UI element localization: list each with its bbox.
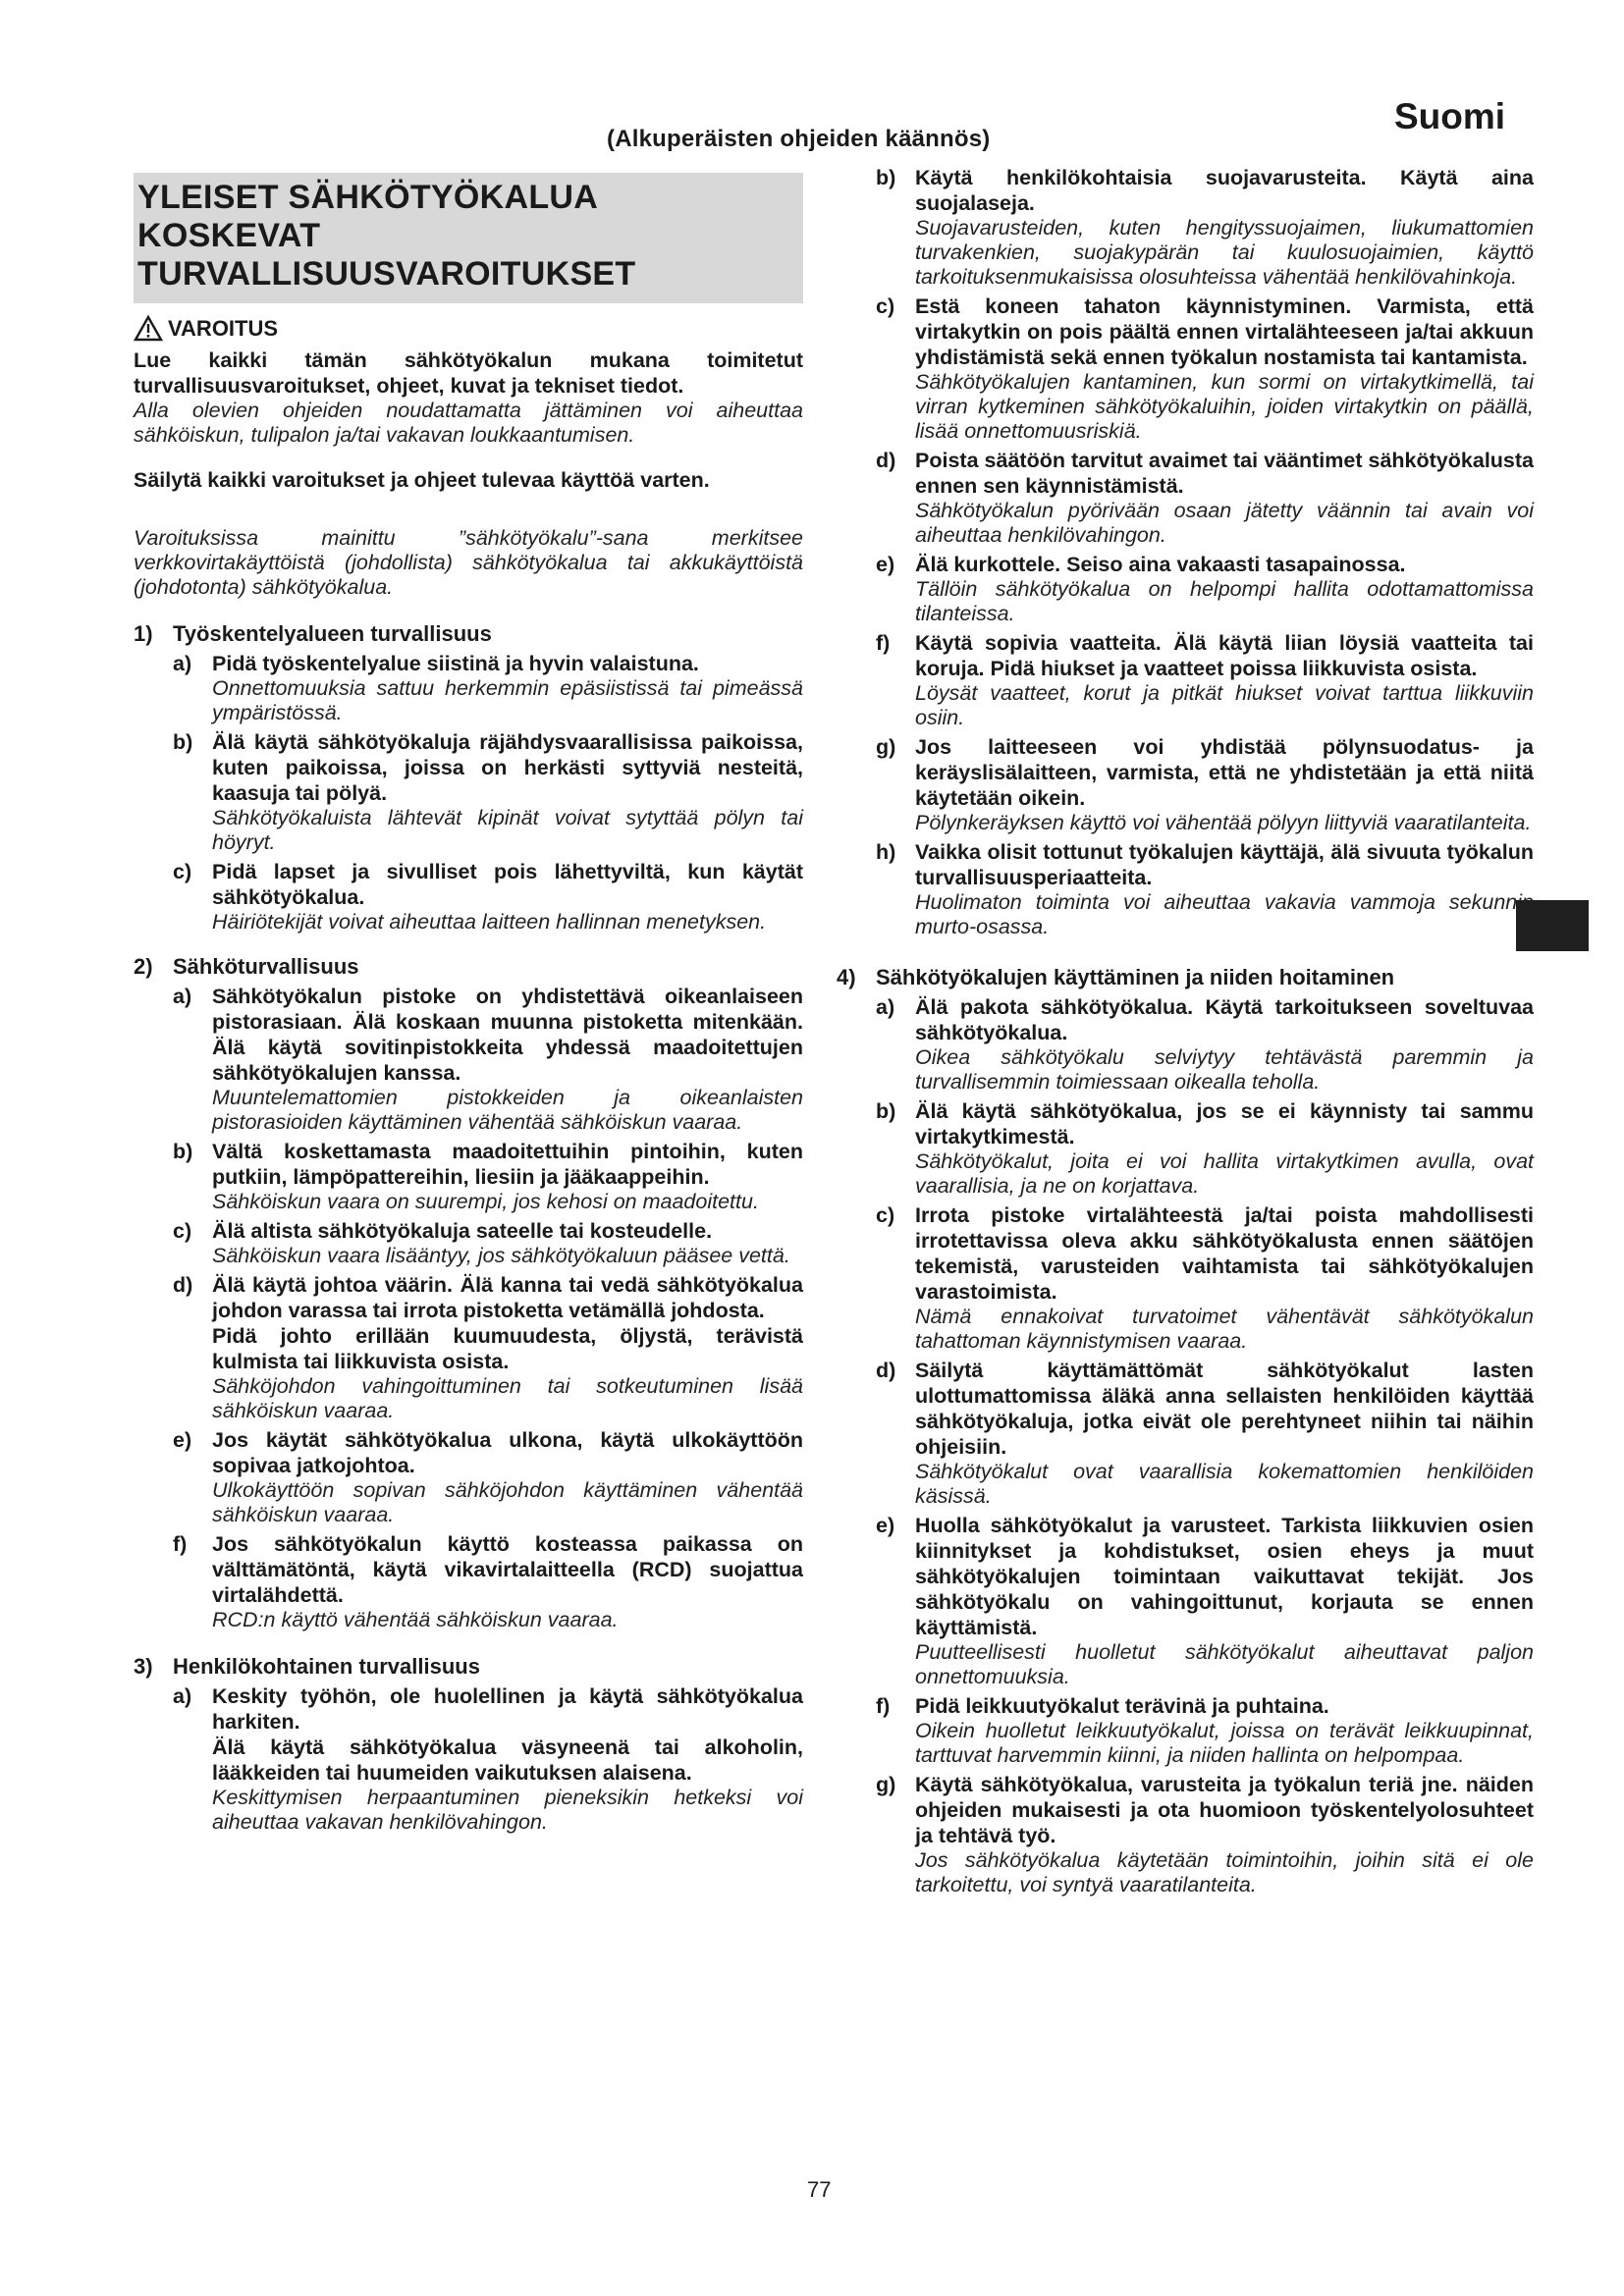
item-label: g) [876, 735, 896, 759]
item-label: d) [876, 1359, 896, 1382]
item-label: a) [173, 1684, 192, 1708]
warning-triangle-icon [134, 315, 163, 342]
item-label: b) [173, 730, 193, 754]
list-item [173, 1531, 803, 1632]
section-title [134, 621, 803, 647]
item-label: e) [876, 553, 895, 576]
item-bold: Vältä koskettamasta maadoitettuihin pintoihin, kuten putkiin, lämpöpattereihin, liesiin ja jääkaappeihin. [212, 1140, 803, 1189]
heading-line: KOSKEVAT [137, 217, 321, 254]
list-item [876, 1513, 1534, 1689]
list-item [173, 1272, 803, 1423]
item-bold: Sähkötyökalun pistoke on yhdistettävä oikeanlaiseen pistorasiaan. Älä koskaan muunna pistoketta mitenkään. Älä käytä sovitinpistokkeita yhdessä maadoitettujen sähkötyökalujen kanssa. [212, 985, 803, 1085]
intro-definition: Varoituksissa mainittu ”sähkötyökalu”-sana merkitsee verkkovirtakäyttöistä (johdollista) sähkötyökalua tai akkukäyttöistä (johdotonta) sähkötyökalua. [134, 526, 803, 599]
item-italic: Sähköiskun vaara lisääntyy, jos sähkötyökaluun pääsee vettä. [212, 1244, 790, 1267]
list-item [876, 1202, 1534, 1354]
section-number: 2) [134, 954, 153, 979]
section-number: 3) [134, 1654, 153, 1679]
item-label: h) [876, 840, 896, 864]
item-label: f) [876, 1694, 891, 1718]
item-bold: Jos sähkötyökalun käyttö kosteassa paikassa on välttämätöntä, käytä vikavirtalaitteella (RCD) suojattua virtalähdettä. [212, 1532, 803, 1607]
item-bold: Älä käytä sähkötyökaluja räjähdysvaarallisissa paikoissa, kuten paikoissa, joissa on herkästi syttyviä nesteitä, kaasuja tai pölyä. [212, 730, 803, 805]
item-label: d) [876, 449, 896, 472]
page-number: 77 [807, 2177, 832, 2202]
item-bold: Poista säätöön tarvitut avaimet tai vääntimet sähkötyökalusta ennen sen käynnistämistä. [915, 449, 1534, 498]
list-item [173, 984, 803, 1135]
item-italic: Häiriötekijät voivat aiheuttaa laitteen hallinnan menetyksen. [212, 910, 767, 934]
item-bold: Älä pakota sähkötyökalua. Käytä tarkoitukseen soveltuvaa sähkötyökalua. [915, 995, 1534, 1044]
list-item [876, 165, 1534, 290]
list-item [876, 1098, 1534, 1199]
item-bold: Älä käytä johtoa väärin. Älä kanna tai vedä sähkötyökalua johdon varassa tai irrota pistoketta vetämällä johdosta. [212, 1273, 803, 1322]
item-italic: Sähkötyökalut, joita ei voi hallita virtakytkimen avulla, ovat vaarallisia, ja ne on korjattava. [915, 1149, 1534, 1198]
item-italic: Sähkötyökalujen kantaminen, kun sormi on virtakytkimellä, tai virran kytkeminen sähkötyökaluihin, joiden virtakytkin on päällä, lisää onnettomuusriskiä. [915, 370, 1534, 443]
item-label: c) [876, 1203, 895, 1227]
page-subtitle: (Alkuperäisten ohjeiden käännös) [607, 126, 991, 152]
list-item [173, 1683, 803, 1835]
list-item [173, 859, 803, 934]
item-italic: Sähkötyökalun pyörivään osaan jätetty väännin tai avain voi aiheuttaa henkilövahingon. [915, 499, 1534, 547]
section-title [134, 954, 803, 980]
safety-heading [134, 173, 803, 303]
section-title-text: Sähkötyökalujen käyttäminen ja niiden hoitaminen [876, 965, 1395, 989]
item-italic: Sähkötyökaluista lähtevät kipinät voivat sytyttää pölyn tai höyryt. [212, 806, 803, 854]
item-label: a) [876, 995, 895, 1019]
section-title-text: Henkilökohtainen turvallisuus [173, 1654, 480, 1679]
section-number: 4) [837, 965, 856, 989]
list-item [876, 630, 1534, 730]
item-italic: Pölynkeräyksen käyttö voi vähentää pölyyn liittyviä vaaratilanteita. [915, 811, 1532, 834]
item-italic: Keskittymisen herpaantuminen pieneksikin hetkeksi voi aiheuttaa vakavan henkilövahingon. [212, 1786, 803, 1834]
item-label: b) [876, 166, 896, 189]
intro-keep: Säilytä kaikki varoitukset ja ohjeet tulevaa käyttöä varten. [134, 468, 710, 492]
item-label: a) [173, 652, 192, 675]
item-label: f) [876, 631, 891, 655]
language-label: Suomi [1394, 96, 1506, 136]
item-italic: Onnettomuuksia sattuu herkemmin epäsiistissä tai pimeässä ympäristössä. [212, 676, 803, 724]
item-bold: Käytä sähkötyökalua, varusteita ja työkalun teriä jne. näiden ohjeiden mukaisesti ja ota huomioon työskentelyolosuhteet ja tehtävä työ. [915, 1773, 1534, 1847]
item-label: e) [876, 1514, 895, 1537]
item-label: a) [173, 985, 192, 1008]
list-item [876, 1693, 1534, 1768]
item-italic: Sähköjohdon vahingoittuminen tai sotkeutuminen lisää sähköiskun vaaraa. [212, 1374, 803, 1422]
list-item [173, 651, 803, 725]
item-bold: Vaikka olisit tottunut työkalujen käyttäjä, älä sivuuta työkalun turvallisuusperiaatteita. [915, 840, 1534, 889]
item-label: b) [173, 1140, 193, 1163]
item-bold: Pidä työskentelyalue siistinä ja hyvin valaistuna. [212, 652, 699, 675]
item-bold: Pidä leikkuutyökalut terävinä ja puhtaina. [915, 1694, 1329, 1718]
right-column [837, 165, 1534, 1897]
list-item [876, 994, 1534, 1095]
item-bold: Estä koneen tahaton käynnistyminen. Varmista, että virtakytkin on pois päältä ennen virtalähteeseen ja/tai akkuun yhdistämistä sekä ennen työkalun nostamista tai kantamista. [915, 294, 1534, 369]
warning-heading [134, 315, 803, 342]
item-italic: Muuntelemattomien pistokkeiden ja oikeanlaisten pistorasioiden käyttäminen vähentää sähköiskun vaaraa. [212, 1086, 803, 1134]
item-bold: Käytä henkilökohtaisia suojavarusteita. Käytä aina suojalaseja. [915, 166, 1534, 215]
item-italic: Suojavarusteiden, kuten hengityssuojaimen, liukumattomien turvakenkien, suojakypärän tai kuulosuojaimien, käyttö tarkoituksenmukaisissa olosuhteissa vähentää henkilövahinkoja. [915, 216, 1534, 289]
item-label: c) [173, 1219, 192, 1243]
item-bold: Pidä lapset ja sivulliset pois lähettyviltä, kun käytät sähkötyökalua. [212, 860, 803, 909]
item-bold: Älä kurkottele. Seiso aina vakaasti tasapainossa. [915, 553, 1406, 576]
item-bold-2: Pidä johto erillään kuumuudesta, öljystä, terävistä kulmista tai liikkuvista osista. [212, 1324, 803, 1373]
list-item [173, 1218, 803, 1268]
item-italic: Sähköiskun vaara on suurempi, jos kehosi on maadoitettu. [212, 1190, 759, 1213]
list-item [876, 1358, 1534, 1509]
item-label: d) [173, 1273, 193, 1297]
list-item [173, 1427, 803, 1527]
item-bold: Jos laitteeseen voi yhdistää pölynsuodatus- ja keräyslisälaitteen, varmista, että ne yhdistetään ja että niitä käytetään oikein. [915, 735, 1534, 810]
list-item [876, 448, 1534, 548]
list-item [876, 294, 1534, 444]
item-bold: Säilytä käyttämättömät sähkötyökalut lasten ulottumattomissa äläkä anna sellaisten henkilöiden käyttää sähkötyökaluja, jotka eivät ole perehtyneet niihin tai näihin ohjeisiin. [915, 1359, 1534, 1459]
list-item [876, 1772, 1534, 1897]
intro-bold: Lue kaikki tämän sähkötyökalun mukana toimitetut turvallisuusvaroitukset, ohjeet, kuvat ja tekniset tiedot. [134, 348, 803, 398]
list-item [173, 1139, 803, 1214]
item-italic: Tällöin sähkötyökalua on helpompi hallita odottamattomissa tilanteissa. [915, 577, 1534, 625]
item-italic: RCD:n käyttö vähentää sähköiskun vaaraa. [212, 1608, 619, 1631]
item-bold: Älä altista sähkötyökaluja sateelle tai kosteudelle. [212, 1219, 713, 1243]
section-title-text: Työskentelyalueen turvallisuus [173, 621, 492, 646]
section-title [837, 965, 1534, 990]
item-italic: Sähkötyökalut ovat vaarallisia kokemattomien henkilöiden käsissä. [915, 1460, 1534, 1508]
section-title-text: Sähköturvallisuus [173, 954, 359, 979]
list-item [876, 552, 1534, 626]
intro-italic: Alla olevien ohjeiden noudattamatta jättäminen voi aiheuttaa sähköiskun, tulipalon ja/tai vakavan loukkaantumisen. [134, 399, 803, 447]
item-label: c) [173, 860, 192, 883]
item-bold: Älä käytä sähkötyökalua, jos se ei käynnisty tai sammu virtakytkimestä. [915, 1099, 1534, 1148]
item-italic: Huolimaton toiminta voi aiheuttaa vakavia vammoja sekunnin murto-osassa. [915, 890, 1534, 938]
section-title [134, 1654, 803, 1680]
item-italic: Nämä ennakoivat turvatoimet vähentävät sähkötyökalun tahattoman käynnistymisen vaaraa. [915, 1305, 1534, 1353]
item-italic: Oikein huolletut leikkuutyökalut, joissa on terävät leikkuupinnat, tarttuvat harvemmin kiinni, ja niiden hallinta on helpompaa. [915, 1719, 1534, 1767]
item-bold-2: Älä käytä sähkötyökalua väsyneenä tai alkoholin, lääkkeiden tai huumeiden vaikutuksen alaisena. [212, 1735, 803, 1785]
item-label: f) [173, 1532, 188, 1556]
list-item [173, 729, 803, 855]
warning-label: VAROITUS [168, 315, 279, 341]
list-item [876, 839, 1534, 939]
list-item [876, 734, 1534, 835]
item-italic: Löysät vaatteet, korut ja pitkät hiukset voivat tarttua liikkuviin osiin. [915, 681, 1534, 729]
left-column [134, 173, 803, 1835]
item-bold: Käytä sopivia vaatteita. Älä käytä liian löysiä vaatteita tai koruja. Pidä hiukset ja vaatteet poissa liikkuvista osista. [915, 631, 1534, 680]
item-bold: Keskity työhön, ole huolellinen ja käytä sähkötyökalua harkiten. [212, 1684, 803, 1734]
heading-line: TURVALLISUUSVAROITUKSET [137, 255, 636, 293]
item-bold: Huolla sähkötyökalut ja varusteet. Tarkista liikkuvien osien kiinnitykset ja kohdistukset, osien eheys ja muut sähkötyökalujen toimintaan vaikuttavat tekijät. Jos sähkötyökalu on vahingoittunut, korjauta se ennen käyttämistä. [915, 1514, 1534, 1639]
item-italic: Puutteellisesti huolletut sähkötyökalut aiheuttavat paljon onnettomuuksia. [915, 1640, 1534, 1688]
item-bold: Jos käytät sähkötyökalua ulkona, käytä ulkokäyttöön sopivaa jatkojohtoa. [212, 1428, 803, 1477]
item-italic: Oikea sähkötyökalu selviytyy tehtävästä paremmin ja turvallisemmin toimiessaan oikealla teholla. [915, 1045, 1534, 1094]
item-label: c) [876, 294, 895, 318]
item-label: b) [876, 1099, 896, 1123]
section-number: 1) [134, 621, 153, 646]
heading-line: YLEISET SÄHKÖTYÖKALUA [137, 179, 599, 216]
item-italic: Jos sähkötyökalua käytetään toimintoihin, joihin sitä ei ole tarkoitettu, voi syntyä vaaratilanteita. [915, 1848, 1534, 1896]
item-italic: Ulkokäyttöön sopivan sähköjohdon käyttäminen vähentää sähköiskun vaaraa. [212, 1478, 803, 1526]
item-label: e) [173, 1428, 192, 1452]
item-label: g) [876, 1773, 896, 1796]
item-bold: Irrota pistoke virtalähteestä ja/tai poista mahdollisesti irrotettavissa oleva akku sähkötyökalusta ennen säätöjen tekemistä, varusteiden vaihtamista tai sähkötyökalujen varastoimista. [915, 1203, 1534, 1304]
